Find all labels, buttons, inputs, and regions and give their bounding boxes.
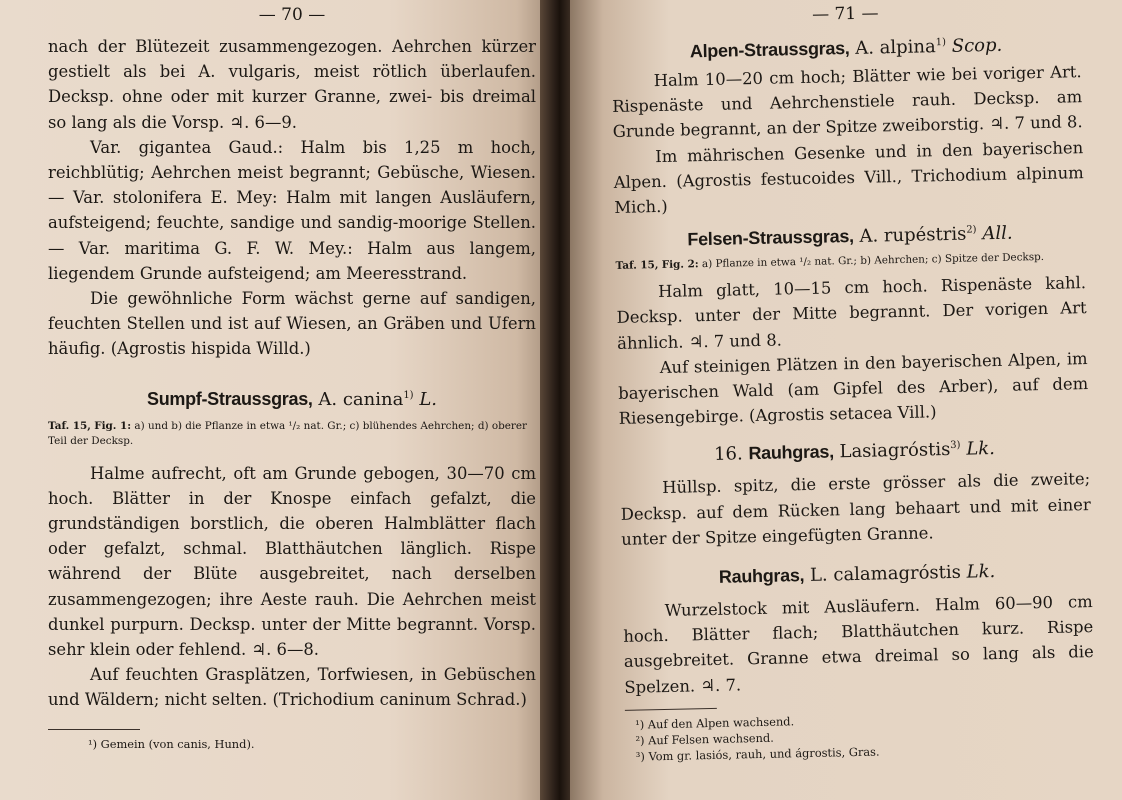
footnote-marker: 1) — [935, 36, 947, 49]
footnote-marker: 3) — [950, 440, 961, 452]
paragraph: Var. gigantea Gaud.: Halm bis 1,25 m hoch, reichblütig; Aehrchen meist begrannt; Gebüsche, Wiesen. — Var. stolonifera E. Mey: Halm mit langen Ausläufern, aufsteigend; feuchte, sandige und sandig-moorige Stellen. — Var. maritima G. F. W. Mey.: Halm aus langem, liegendem Grunde aufsteigend; am Meeresstrand. — [48, 137, 536, 283]
footnote-rule — [48, 729, 140, 730]
footnote-marker: 2) — [966, 224, 977, 236]
author-name: All. — [982, 222, 1013, 245]
plate-caption: a) Pflanze in etwa ¹/₂ nat. Gr.; b) Aehrchen; c) Spitze der Decksp. — [701, 251, 1045, 271]
paragraph: Halm glatt, 10—15 cm hoch. Rispenäste kahl. Decksp. unter der Mitte begrannt. Der vorigen Art ähnlich. ♃. 7 und 8. — [616, 273, 1087, 353]
page-number-right: — 71 — — [811, 3, 879, 25]
species-heading — [48, 384, 536, 415]
footnote: ¹) Gemein (von canis, Hund). — [88, 736, 255, 751]
author-name: Scop. — [951, 34, 1003, 57]
species-name: A. canina — [318, 388, 404, 410]
common-name: Sumpf-Straussgras, — [146, 388, 313, 409]
genus-number: 16. — [713, 443, 743, 466]
paragraph: Die gewöhnliche Form wächst gerne auf sandigen, feuchten Stellen und ist auf Wiesen, an Gräben und Ufern häufig. (Agrostis hispida Willd.) — [48, 289, 536, 359]
paragraph: Hüllsp. spitz, die erste grösser als die zweite; Decksp. auf dem Rücken lang behaart und mit einer unter der Spitze eingefügten Granne. — [620, 469, 1091, 549]
common-name: Felsen-Straussgras, — [687, 226, 854, 250]
paragraph: Auf steinigen Plätzen in den bayerischen Alpen, im bayerischen Wald (am Gipfel des Arber), auf dem Riesengebirge. (Agrostis setacea Vill.) — [618, 348, 1089, 429]
footnote-marker: 1) — [403, 389, 414, 401]
plate-caption: a) und b) die Pflanze in etwa ¹/₂ nat. Gr.; c) blühendes Aehrchen; d) oberer Teil der Decksp. — [48, 419, 527, 447]
paragraph: Halme aufrecht, oft am Grunde gebogen, 30—70 cm hoch. Blätter in der Knospe einfach gefalzt, die grundständigen borstlich, die oberen Halmblätter flach oder gefalzt, schmal. Blatthäutchen länglich. Rispe während der Blüte ausgebreitet, nach derselben zusammengezogen; ihre Aeste rauh. Die Aehrchen meist dunkel purpurn. Decksp. unter der Mitte begrannt. Vorsp. sehr klein oder fehlend. ♃. 6—8. — [48, 463, 536, 660]
footnote: ²) Auf Felsen wachsend. — [635, 730, 774, 748]
common-name: Alpen-Straussgras, — [689, 37, 850, 62]
page-number-left: — 70 — — [258, 5, 326, 25]
plate-label: Taf. 15, — [615, 259, 659, 273]
species-name: A. rupéstris — [859, 223, 967, 248]
footnote: ¹) Auf den Alpen wachsend. — [635, 714, 795, 732]
species-name: L. calamagróstis — [809, 561, 962, 586]
paragraph: nach der Blütezeit zusammengezogen. Aehrchen kürzer gestielt als bei A. vulgaris, meist rötlich überlaufen. Decksp. ohne oder mit kurzer Granne, zwei- bis dreimal so lang als die Vorsp. ♃. 6—9. — [48, 37, 536, 132]
author-name: Lk. — [966, 438, 996, 461]
author-name: Lk. — [966, 561, 996, 583]
left-page-content — [48, 0, 536, 752]
footnote: ³) Vom gr. lasiós, rauh, und ágrostis, Gras. — [635, 744, 880, 764]
paragraph: Wurzelstock mit Ausläufern. Halm 60—90 cm hoch. Blätter flach; Blatthäutchen kurz. Rispe ausgebreitet. Granne etwa dreimal so lang als die Spelzen. ♃. 7. — [623, 592, 1094, 697]
author-name: L. — [419, 388, 437, 410]
left-page — [0, 0, 556, 800]
common-name: Rauhgras, — [718, 565, 805, 587]
genus-heading — [619, 431, 1090, 472]
plate-label: Taf. 15, — [48, 419, 91, 432]
species-heading — [622, 554, 1093, 595]
figure-label: Fig. 2: — [661, 258, 699, 272]
common-name: Rauhgras, — [748, 441, 834, 464]
plate-reference — [48, 419, 536, 449]
right-page — [570, 0, 1122, 800]
paragraph: Auf feuchten Grasplätzen, Torfwiesen, in Gebüschen und Wäldern; nicht selten. (Trichodium caninum Schrad.) — [48, 665, 536, 710]
paragraph: Halm 10—20 cm hoch; Blätter wie bei voriger Art. Rispenäste und Aehrchenstiele rauh. Decksp. am Grunde begrannt, an der Spitze zweiborstig. ♃. 7 und 8. — [612, 62, 1083, 142]
figure-label: Fig. 1: — [94, 419, 132, 432]
footnote-rule — [625, 708, 717, 711]
right-page-content — [610, 0, 1096, 765]
paragraph: Im mährischen Gesenke und in den bayerischen Alpen. (Agrostis festucoides Vill., Trichodium alpinum Mich.) — [613, 137, 1084, 217]
genus-name: Lasiagróstis — [839, 439, 951, 463]
species-name: A. alpina — [855, 36, 936, 59]
